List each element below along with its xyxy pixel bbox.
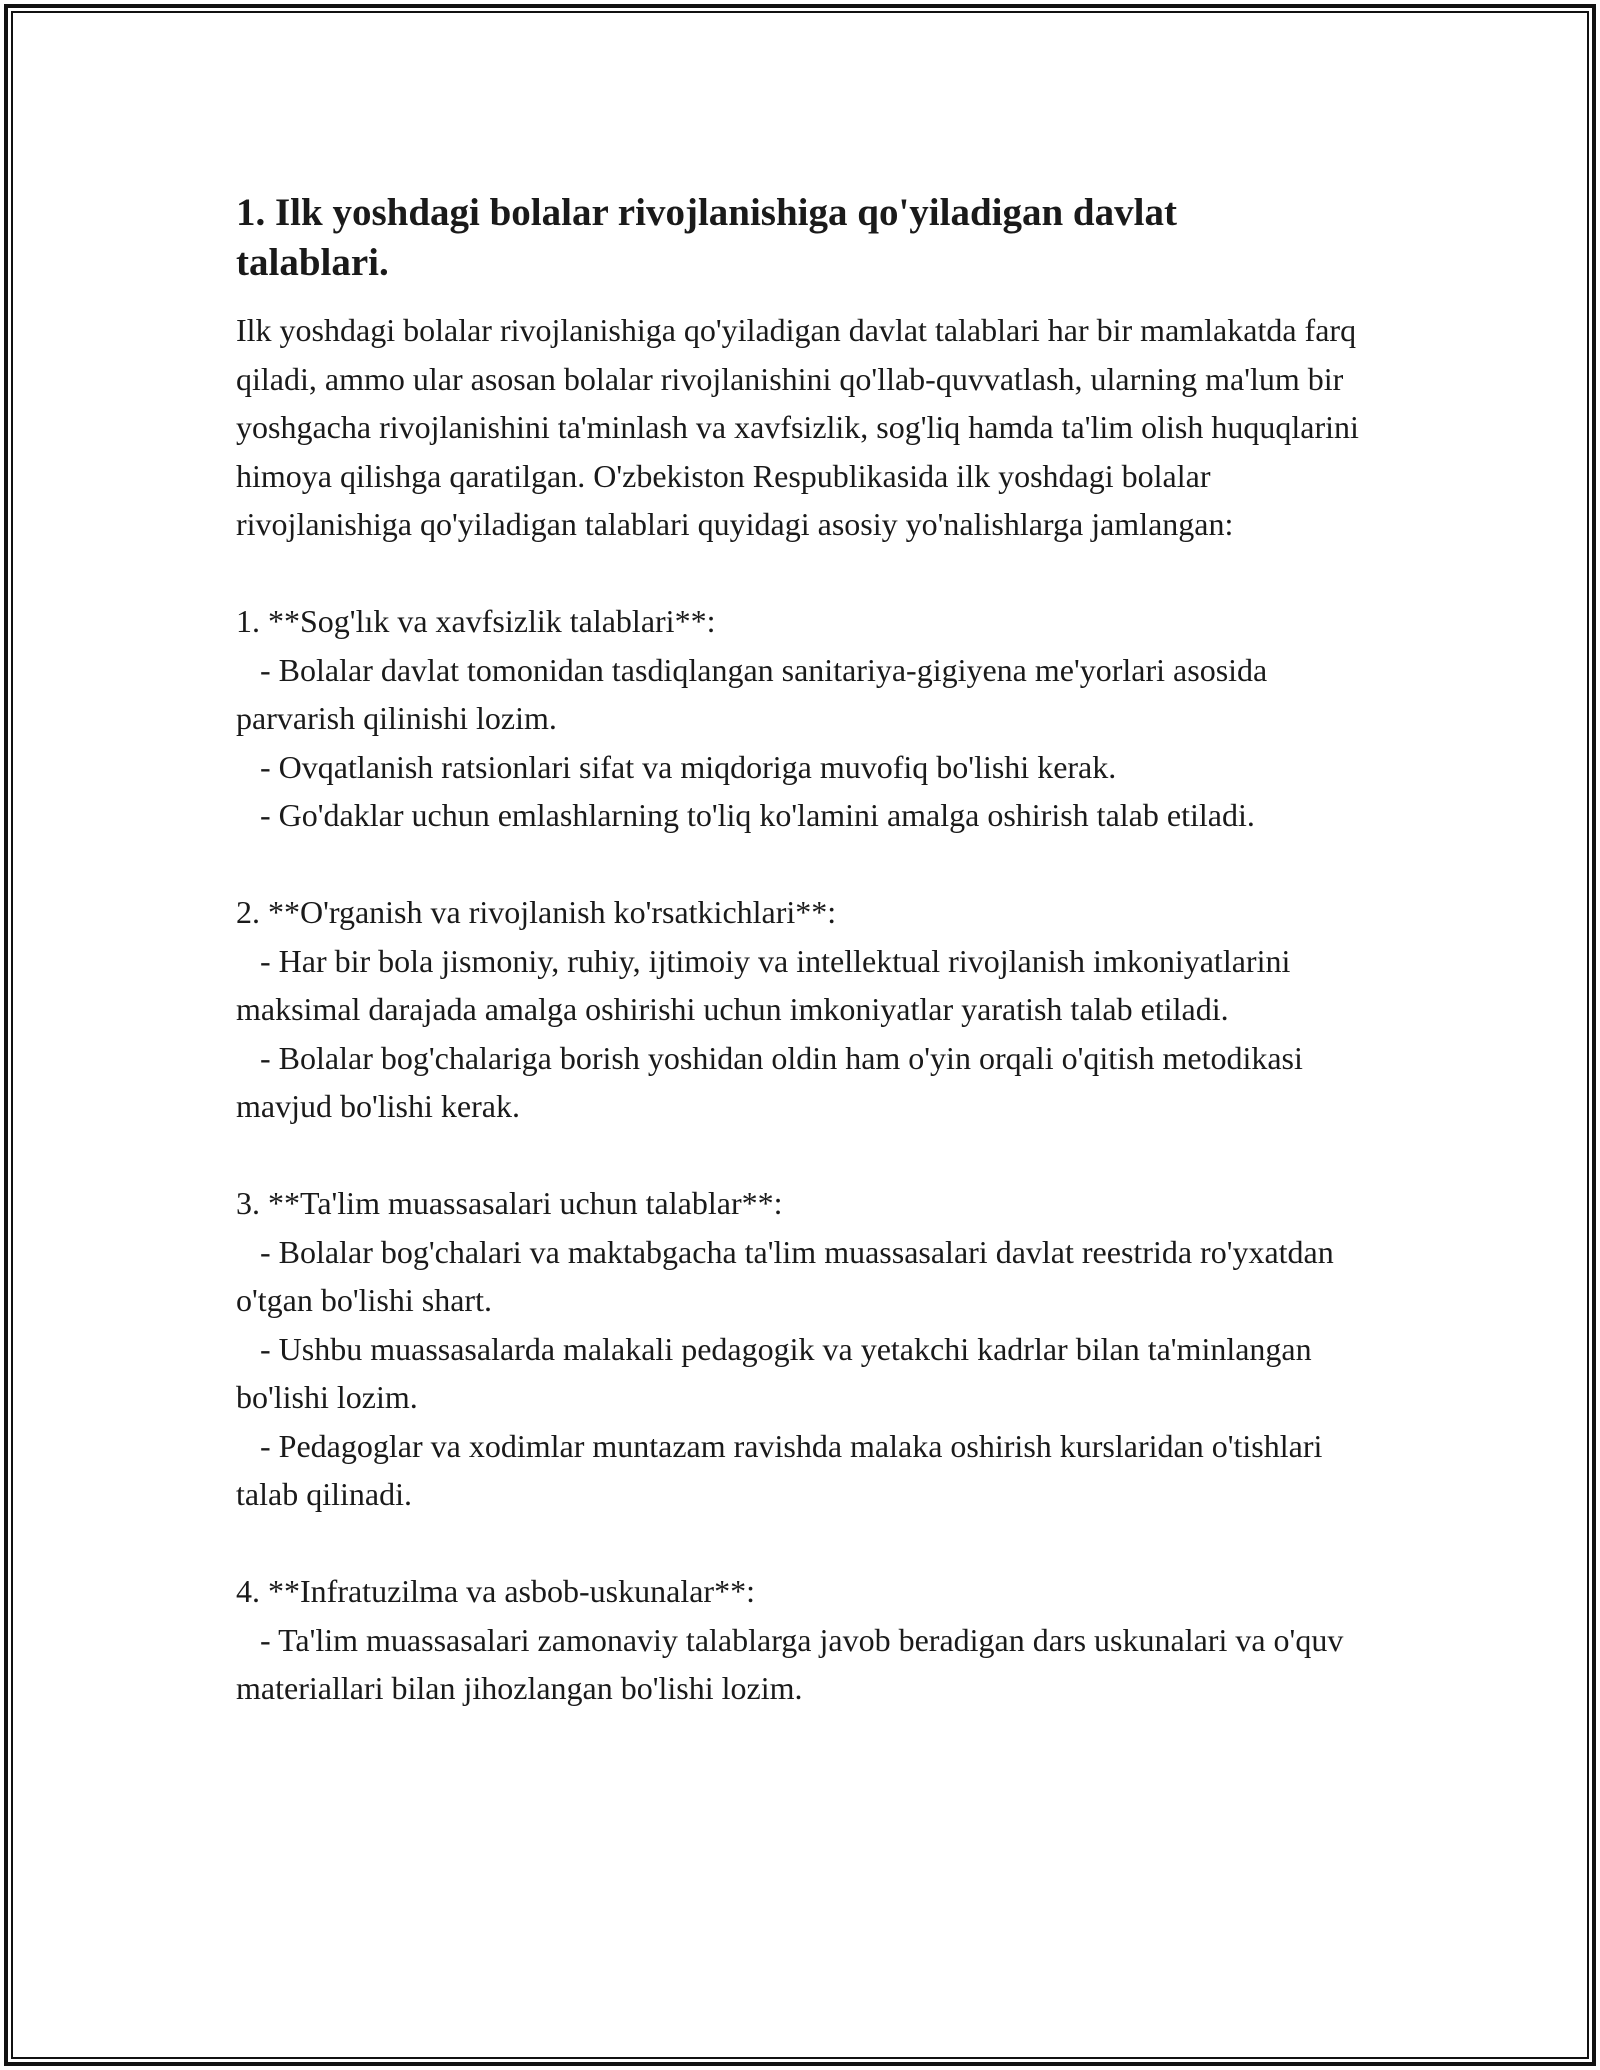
- document-title: 1. Ilk yoshdagi bolalar rivojlanishiga qo'yiladigan davlat talablari.: [236, 191, 1177, 284]
- list-item: - Ovqatlanish ratsionlari sifat va miqdoriga muvofiq bo'lishi kerak.: [236, 748, 1117, 785]
- section-infrastructure: [236, 1567, 1376, 1713]
- list-item: - Pedagoglar va xodimlar muntazam ravishda malaka oshirish kurslaridan o'tishlari talab qilinadi.: [236, 1427, 1331, 1512]
- section-heading: 1. **Sog'lık va xavfsizlik talablari**:: [236, 603, 716, 639]
- section-heading: 3. **Ta'lim muassasalari uchun talablar**:: [236, 1185, 783, 1221]
- list-item: - Ushbu muassasalarda malakali pedagogik va yetakchi kadrlar bilan ta'minlangan bo'lishi lozim.: [236, 1330, 1320, 1415]
- section-heading: 4. **Infratuzilma va asbob-uskunalar**:: [236, 1573, 755, 1609]
- list-item: - Har bir bola jismoniy, ruhiy, ijtimoiy va intellektual rivojlanish imkoniyatlarini maksimal darajada amalga oshirishi uchun imkoniyatlar yaratish talab etiladi.: [236, 942, 1299, 1027]
- section-learning-development: [236, 888, 1376, 1131]
- document-body: [236, 188, 1376, 1713]
- list-item: - Bolalar davlat tomonidan tasdiqlangan sanitariya-gigiyena me'yorlari asosida parvarish qilinishi lozim.: [236, 651, 1276, 736]
- intro-paragraph: Ilk yoshdagi bolalar rivojlanishiga qo'yiladigan davlat talablari har bir mamlakatda farq qiladi, ammo ular asosan bolalar rivojlanishini qo'llab-quvvatlash, ularning ma'lum bir yoshgacha rivojlanishini ta'minlash va xavfsizlik, sog'liq hamda ta'lim olish huquqlarini himoya qilishga qaratilgan. O'zbekiston Respublikasida ilk yoshdagi bolalar rivojlanishiga qo'yiladigan talablari quyidagi asosiy yo'nalishlarga jamlangan:: [236, 312, 1359, 542]
- list-item: - Ta'lim muassasalari zamonaviy talablarga javob beradigan dars uskunalari va o'quv materiallari bilan jihozlangan bo'lishi lozim.: [236, 1621, 1352, 1706]
- list-item: - Bolalar bog'chalari va maktabgacha ta'lim muassasalari davlat reestrida ro'yxatdan o'tgan bo'lishi shart.: [236, 1233, 1342, 1318]
- section-institutions: [236, 1179, 1376, 1519]
- section-heading: 2. **O'rganish va rivojlanish ko'rsatkichlari**:: [236, 894, 837, 930]
- list-item: - Go'daklar uchun emlashlarning to'liq ko'lamini amalga oshirish talab etiladi.: [236, 797, 1255, 833]
- section-health-safety: [236, 597, 1376, 840]
- list-item: - Bolalar bog'chalariga borish yoshidan oldin ham o'yin orqali o'qitish metodikasi mavjud bo'lishi kerak.: [236, 1039, 1311, 1124]
